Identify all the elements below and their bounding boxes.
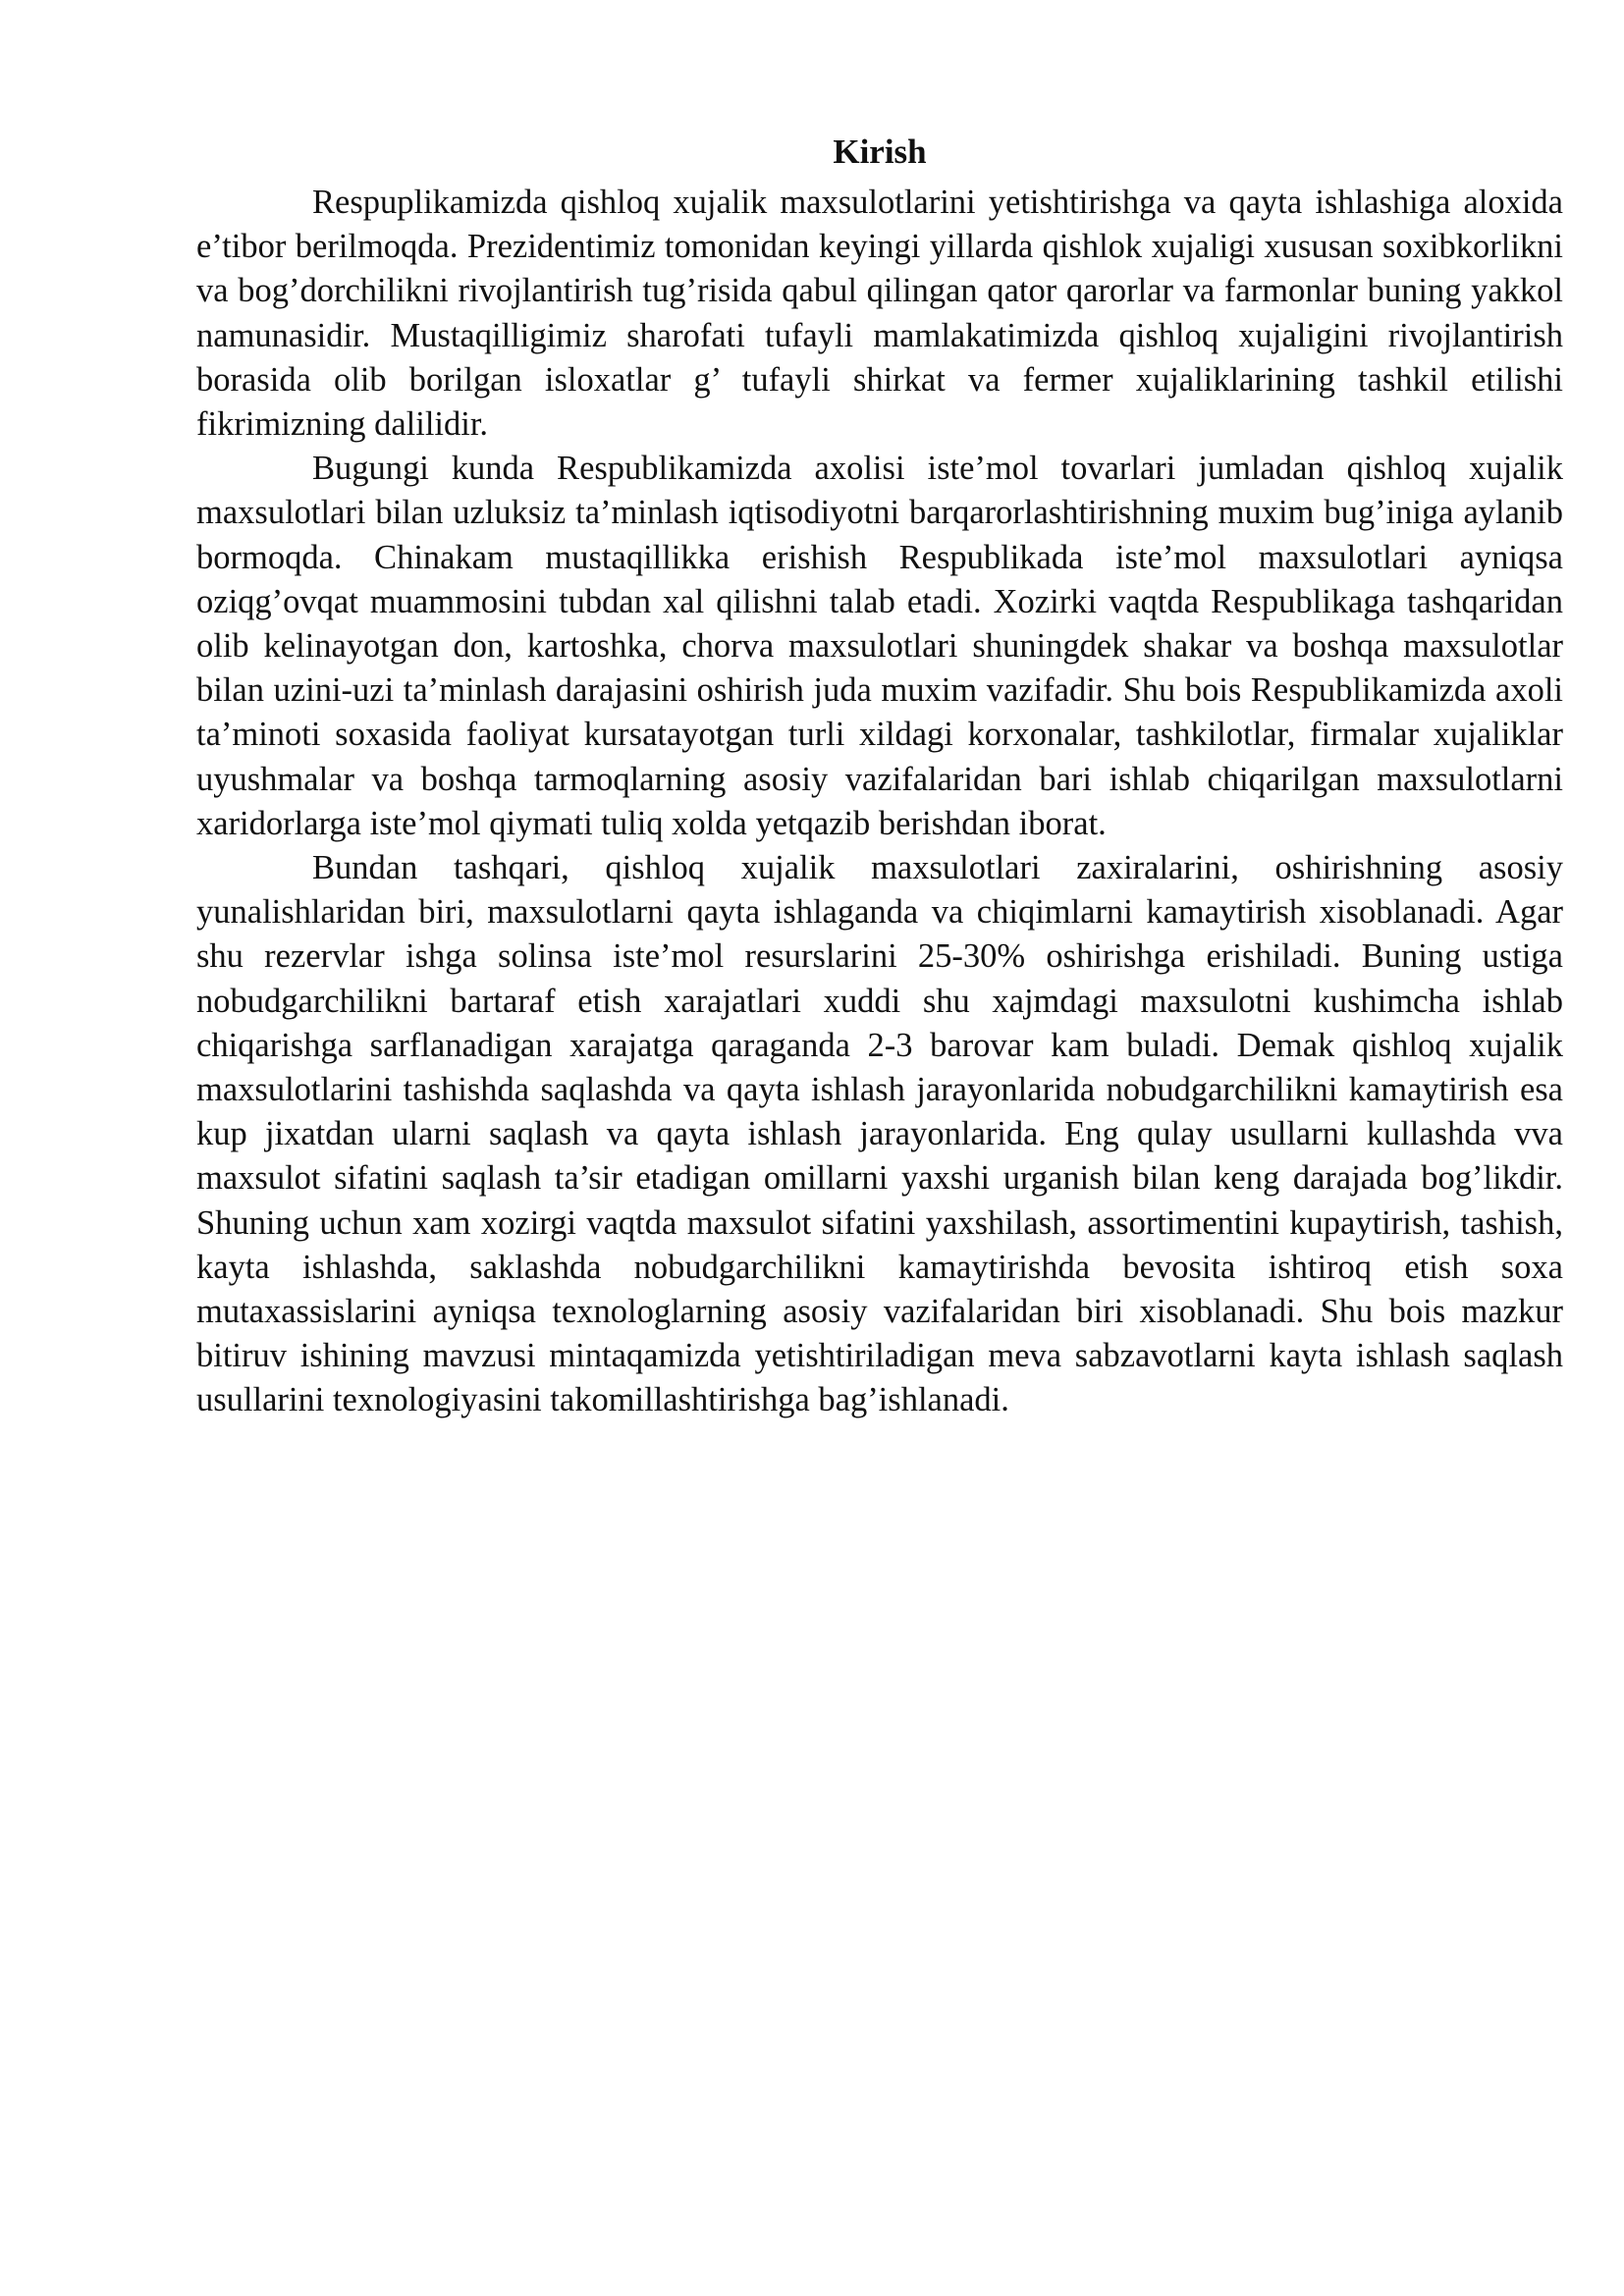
paragraph-1: Respuplikamizda qishloq xujalik maxsulotlarini yetishtirishga va qayta ishlashiga aloxida e’tibor berilmoqda. Prezidentimiz tomonidan keyingi yillarda qishlok xujaligi xususan soxibkorlikni va bog’dorchilikni rivojlantirish tug’risida qabul qilingan qator qarorlar va farmonlar buning yakkol namunasidir. Mustaqilligimiz sharofati tufayli mamlakatimizda qishloq xujaligini rivojlantirish borasida olib borilgan isloxatlar g’ tufayli shirkat va fermer xujaliklarining tashkil etilishi fikrimizning dalilidir. bbox=[196, 184, 1563, 444]
page-title: Kirish bbox=[833, 133, 927, 171]
document-body bbox=[196, 130, 1563, 1423]
paragraph-2: Bugungi kunda Respublikamizda axolisi iste’mol tovarlari jumladan qishloq xujalik maxsulotlari bilan uzluksiz ta’minlash iqtisodiyotni barqarorlashtirishning muxim bug’iniga aylanib bormoqda. Chinakam mustaqillikka erishish Respublikada iste’mol maxsulotlari ayniqsa oziqg’ovqat muammosini tubdan xal qilishni talab etadi. Xozirki vaqtda Respublikaga tashqaridan olib kelinayotgan don, kartoshka, chorva maxsulotlari shuningdek shakar va boshqa maxsulotlar bilan uzini-uzi ta’minlash darajasini oshirish juda muxim vazifadir. Shu bois Respublikamizda axoli ta’minoti soxasida faoliyat kursatayotgan turli xildagi korxonalar, tashkilotlar, firmalar xujaliklar uyushmalar va boshqa tarmoqlarning asosiy vazifalaridan bari ishlab chiqarilgan maxsulotlarni xaridorlarga iste’mol qiymati tuliq xolda yetqazib berishdan iborat. bbox=[196, 450, 1563, 842]
paragraph-3: Bundan tashqari, qishloq xujalik maxsulotlari zaxiralarini, oshirishning asosiy yunalishlaridan biri, maxsulotlarni qayta ishlaganda va chiqimlarni kamaytirish xisoblanadi. Agar shu rezervlar ishga solinsa iste’mol resurslarini 25-30% oshirishga erishiladi. Buning ustiga nobudgarchilikni bartaraf etish xarajatlari xuddi shu xajmdagi maxsulotni kushimcha ishlab chiqarishga sarflanadigan xarajatga qaraganda 2-3 barovar kam buladi. Demak qishloq xujalik maxsulotlarini tashishda saqlashda va qayta ishlash jarayonlarida nobudgarchilikni kamaytirish esa kup jixatdan ularni saqlash va qayta ishlash jarayonlarida. Eng qulay usullarni kullashda vva maxsulot sifatini saqlash ta’sir etadigan omillarni yaxshi urganish bilan keng darajada bog’likdir. Shuning uchun xam xozirgi vaqtda maxsulot sifatini yaxshilash, assortimentini kupaytirish, tashish, kayta ishlashda, saklashda nobudgarchilikni kamaytirishda bevosita ishtiroq etish soxa mutaxassislarini ayniqsa texnologlarning asosiy vazifalaridan biri xisoblanadi. Shu bois mazkur bitiruv ishining mavzusi mintaqamizda yetishtiriladigan meva sabzavotlarni kayta ishlash saqlash usullarini texnologiyasini takomillashtirishga bag’ishlanadi. bbox=[196, 849, 1563, 1419]
